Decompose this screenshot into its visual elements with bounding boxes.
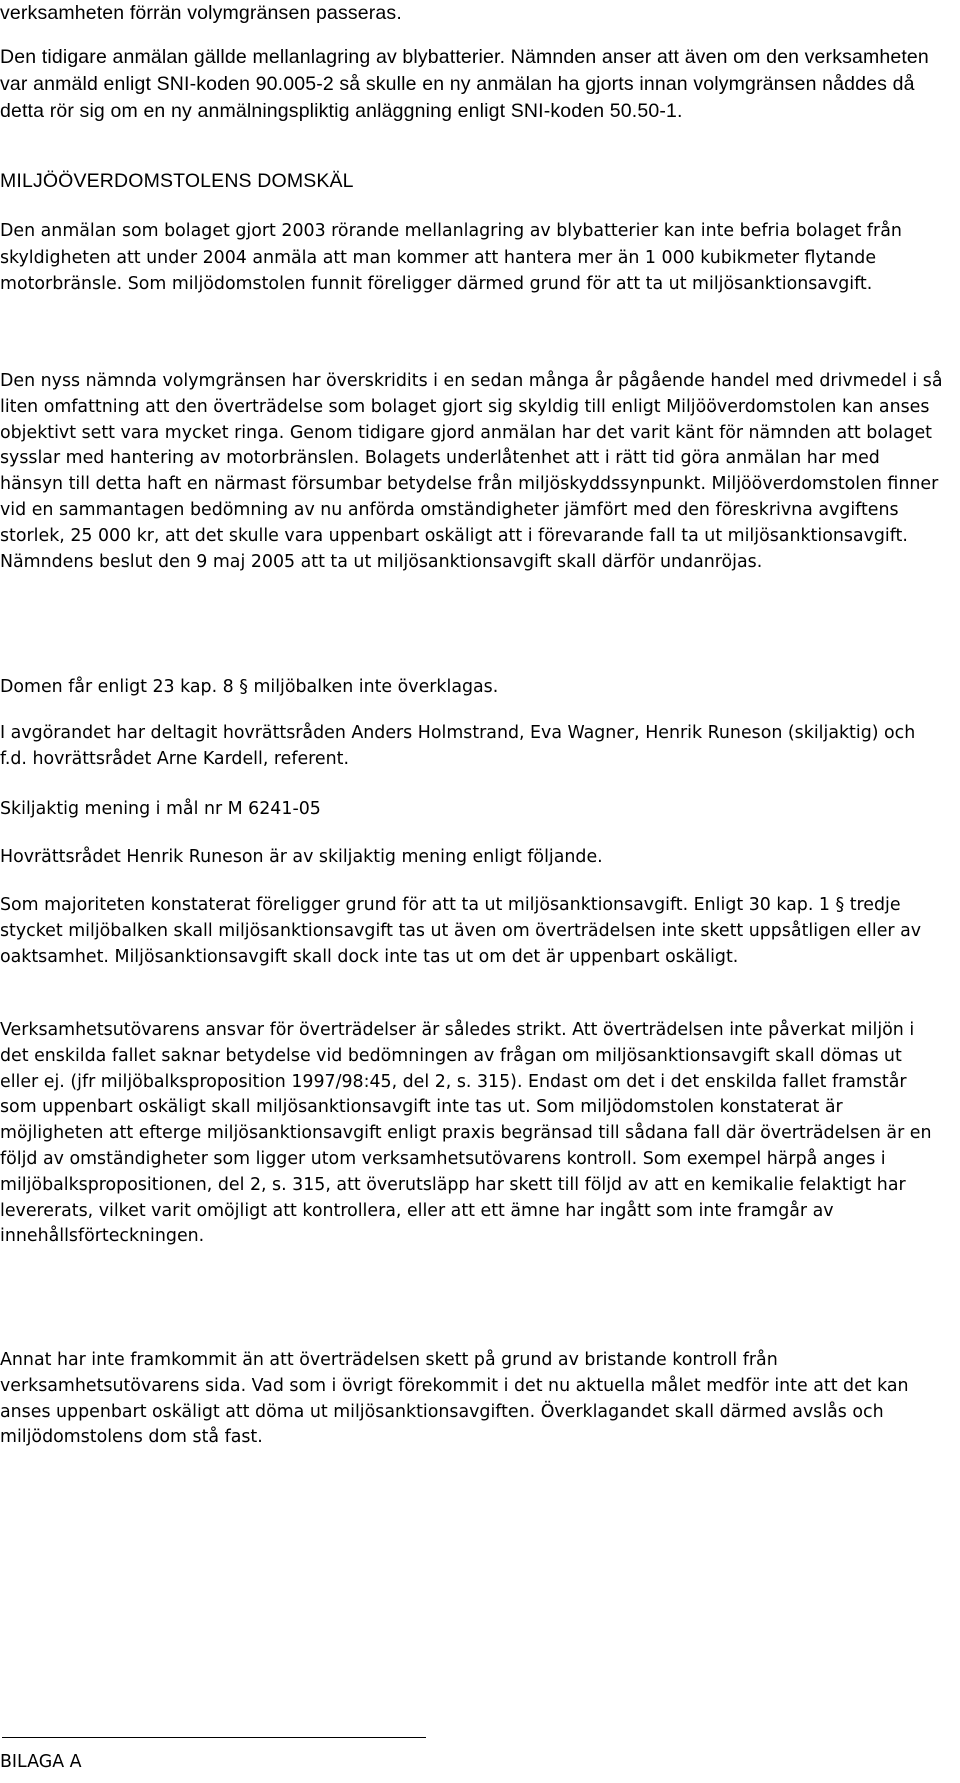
dissent-heading: Skiljaktig mening i mål nr M 6241-05 [0, 799, 321, 819]
paragraph-appeal: Domen får enligt 23 kap. 8 § miljöbalken inte överklagas. [0, 677, 499, 697]
paragraph-court-reasons: Den anmälan som bolaget gjort 2003 rörande mellanlagring av blybatterier kan inte befria bolaget från skyldigheten att under 2004 anmäla att man kommer att hantera mer än 1 000 kubikmeter flytande motorbränsle. Som miljödomstolen funnit föreligger därmed grund för att ta ut miljösanktionsavgift. [0, 221, 902, 294]
appendix-label: BILAGA A [0, 1752, 82, 1772]
paragraph-continuation: verksamheten förrän volymgränsen passeras. [0, 2, 402, 24]
section-heading: MILJÖÖVERDOMSTOLENS DOMSKÄL [0, 170, 354, 192]
paragraph-strict-liability: Verksamhetsutövarens ansvar för överträdelser är således strikt. Att överträdelsen inte påverkat miljön i det enskilda fallet saknar betydelse vid bedömningen av frågan om miljösanktionsavgift skall dömas ut eller ej. (jfr miljöbalksproposition 1997/98:45, del 2, s. 315). Endast om det i det enskilda fallet framstår som uppenbart oskäligt skall miljösanktionsavgift inte tas ut. Som miljödomstolen konstaterat är möjligheten att efterge miljösanktionsavgift enligt praxis begränsad till sådana fall där överträdelsen är en följd av omständigheter som ligger utom verksamhetsutövarens kontroll. Som exempel härpå anges i miljöbalkspropositionen, del 2, s. 315, att överutsläpp har skett till följd av att en kemikalie felaktigt har levererats, vilket varit omöjligt att kontrollera, eller att ett ämne har ingått som inte framgår av innehållsförteckningen. [0, 1020, 932, 1247]
paragraph-judges: I avgörandet har deltagit hovrättsråden Anders Holmstrand, Eva Wagner, Henrik Runeson (skiljaktig) och f.d. hovrättsrådet Arne Kardell, referent. [0, 723, 916, 769]
paragraph-conclusion: Annat har inte framkommit än att överträdelsen skett på grund av bristande kontroll från verksamhetsutövarens sida. Vad som i övrigt förekommit i det nu aktuella målet medför inte att det kan anses uppenbart oskäligt att döma ut miljösanktionsavgiften. Överklagandet skall därmed avslås och miljödomstolens dom stå fast. [0, 1350, 909, 1448]
paragraph-volume-limit: Den nyss nämnda volymgränsen har överskridits i en sedan många år pågående handel med drivmedel i så liten omfattning att den överträdelse som bolaget gjort sig skyldig till enligt Miljööverdomstolen kan anses objektivt sett vara mycket ringa. Genom tidigare gjord anmälan har det varit känt för nämnden att bolaget sysslar med hantering av motorbränslen. Bolagets underlåtenhet att i rätt tid göra anmälan har med hänsyn till detta haft en närmast försumbar betydelse från miljöskyddssynpunkt. Miljööverdomstolen finner vid en sammantagen bedömning av nu anförda omständigheter jämfört med den föreskrivna avgiftens storlek, 25 000 kr, att det skulle vara uppenbart oskäligt att i förevarande fall ta ut miljösanktionsavgift. Nämndens beslut den 9 maj 2005 att ta ut miljösanktionsavgift skall därför undanröjas. [0, 371, 943, 572]
footnote-separator [2, 1737, 426, 1738]
paragraph-majority: Som majoriteten konstaterat föreligger grund för att ta ut miljösanktionsavgift. Enligt 30 kap. 1 § tredje stycket miljöbalken skall miljösanktionsavgift tas ut även om överträdelsen inte skett uppsåtligen eller av oaktsamhet. Miljösanktionsavgift skall dock inte tas ut om det är uppenbart oskäligt. [0, 895, 922, 967]
paragraph-dissent-intro: Hovrättsrådet Henrik Runeson är av skiljaktig mening enligt följande. [0, 847, 603, 867]
paragraph-prior-notification: Den tidigare anmälan gällde mellanlagring av blybatterier. Nämnden anser att även om den verksamheten var anmäld enligt SNI-koden 90.005-2 så skulle en ny anmälan ha gjorts innan volymgränsen nåddes då detta rör sig om en ny anmälningspliktig anläggning enligt SNI-koden 50.50-1. [0, 46, 929, 122]
